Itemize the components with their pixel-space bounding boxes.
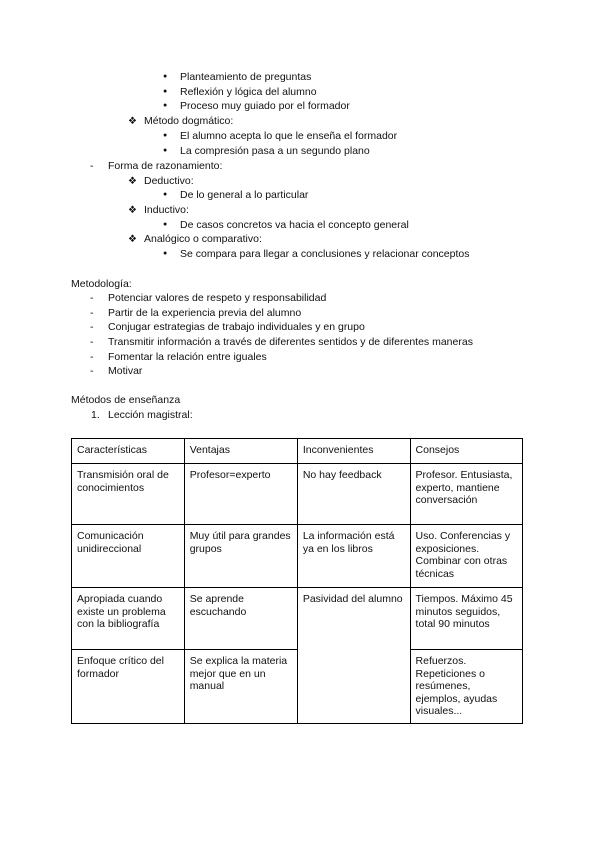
dash-bullet-icon <box>90 335 94 350</box>
list-item: Inductivo: <box>144 204 189 216</box>
table-cell: Profesor. Entusiasta, experto, mantiene conversación <box>410 464 522 525</box>
list-item: Potenciar valores de respeto y responsabilidad <box>108 292 327 304</box>
table-header-row <box>72 439 523 464</box>
table-cell: Apropiada cuando existe un problema con la bibliografía <box>72 588 185 650</box>
list-item: Analógico o comparativo: <box>144 233 262 245</box>
dash-bullet-icon <box>90 350 94 365</box>
lesson-table <box>71 438 523 724</box>
table-cell: Se aprende escuchando <box>184 588 297 650</box>
list-item: Deductivo: <box>144 175 194 187</box>
list-item: El alumno acepta lo que le enseña el formador <box>180 130 398 142</box>
dash-bullet-icon <box>90 291 94 306</box>
list-item: Partir de la experiencia previa del alumno <box>108 307 302 319</box>
list-item: Proceso muy guiado por el formador <box>180 100 350 112</box>
table-cell: Refuerzos. Repeticiones o resúmenes, ejemplos, ayudas visuales... <box>410 650 522 724</box>
list-item: Reflexión y lógica del alumno <box>180 86 317 98</box>
table-cell: Enfoque crítico del formador <box>72 650 185 724</box>
table-cell: Profesor=experto <box>184 464 297 525</box>
table-cell: Transmisión oral de conocimientos <box>72 464 185 525</box>
table-header-cell: Inconvenientes <box>297 439 410 464</box>
list-item: De lo general a lo particular <box>180 189 309 201</box>
table-cell: La información está ya en los libros <box>297 525 410 588</box>
dash-bullet-icon <box>90 364 94 379</box>
table-cell: Se explica la materia mejor que en un manual <box>184 650 297 724</box>
section-heading: Métodos de enseñanza <box>71 394 181 406</box>
list-item: Transmitir información a través de diferentes sentidos y de diferentes maneras <box>108 336 473 348</box>
table-cell: Uso. Conferencias y exposiciones. Combinar con otras técnicas <box>410 525 522 588</box>
table-row <box>72 525 523 588</box>
list-item: Motivar <box>108 365 143 377</box>
table-header-cell: Consejos <box>410 439 522 464</box>
section-heading: Metodología: <box>71 278 132 290</box>
diamond-bullet-icon <box>128 114 137 130</box>
table-cell: Pasividad del alumno <box>297 588 410 724</box>
list-item: Método dogmático: <box>144 115 234 127</box>
diamond-bullet-icon <box>128 174 137 190</box>
diamond-bullet-icon <box>128 232 137 248</box>
table-cell: Tiempos. Máximo 45 minutos seguidos, total 90 minutos <box>410 588 522 650</box>
table-row <box>72 588 523 650</box>
table-row <box>72 650 523 724</box>
table-cell: Muy útil para grandes grupos <box>184 525 297 588</box>
table-row <box>72 464 523 525</box>
list-item: Planteamiento de preguntas <box>180 71 312 83</box>
list-item: Se compara para llegar a conclusiones y relacionar conceptos <box>180 248 470 260</box>
list-item: Conjugar estrategias de trabajo individuales y en grupo <box>108 321 365 333</box>
table-cell: No hay feedback <box>297 464 410 525</box>
table-header-cell: Ventajas <box>184 439 297 464</box>
list-item: La compresión pasa a un segundo plano <box>180 145 370 157</box>
list-item: Forma de razonamiento: <box>108 160 223 172</box>
list-item: De casos concretos va hacia el concepto general <box>180 219 409 231</box>
table-cell: Comunicación unidireccional <box>72 525 185 588</box>
dash-bullet-icon <box>90 306 94 321</box>
bullet-icon <box>163 247 167 264</box>
list-item: Lección magistral: <box>108 409 193 421</box>
dash-bullet-icon <box>90 159 94 174</box>
list-number: 1. <box>91 409 100 421</box>
list-item: Fomentar la relación entre iguales <box>108 351 267 363</box>
table-header-cell: Características <box>72 439 185 464</box>
diamond-bullet-icon <box>128 203 137 219</box>
dash-bullet-icon <box>90 320 94 335</box>
